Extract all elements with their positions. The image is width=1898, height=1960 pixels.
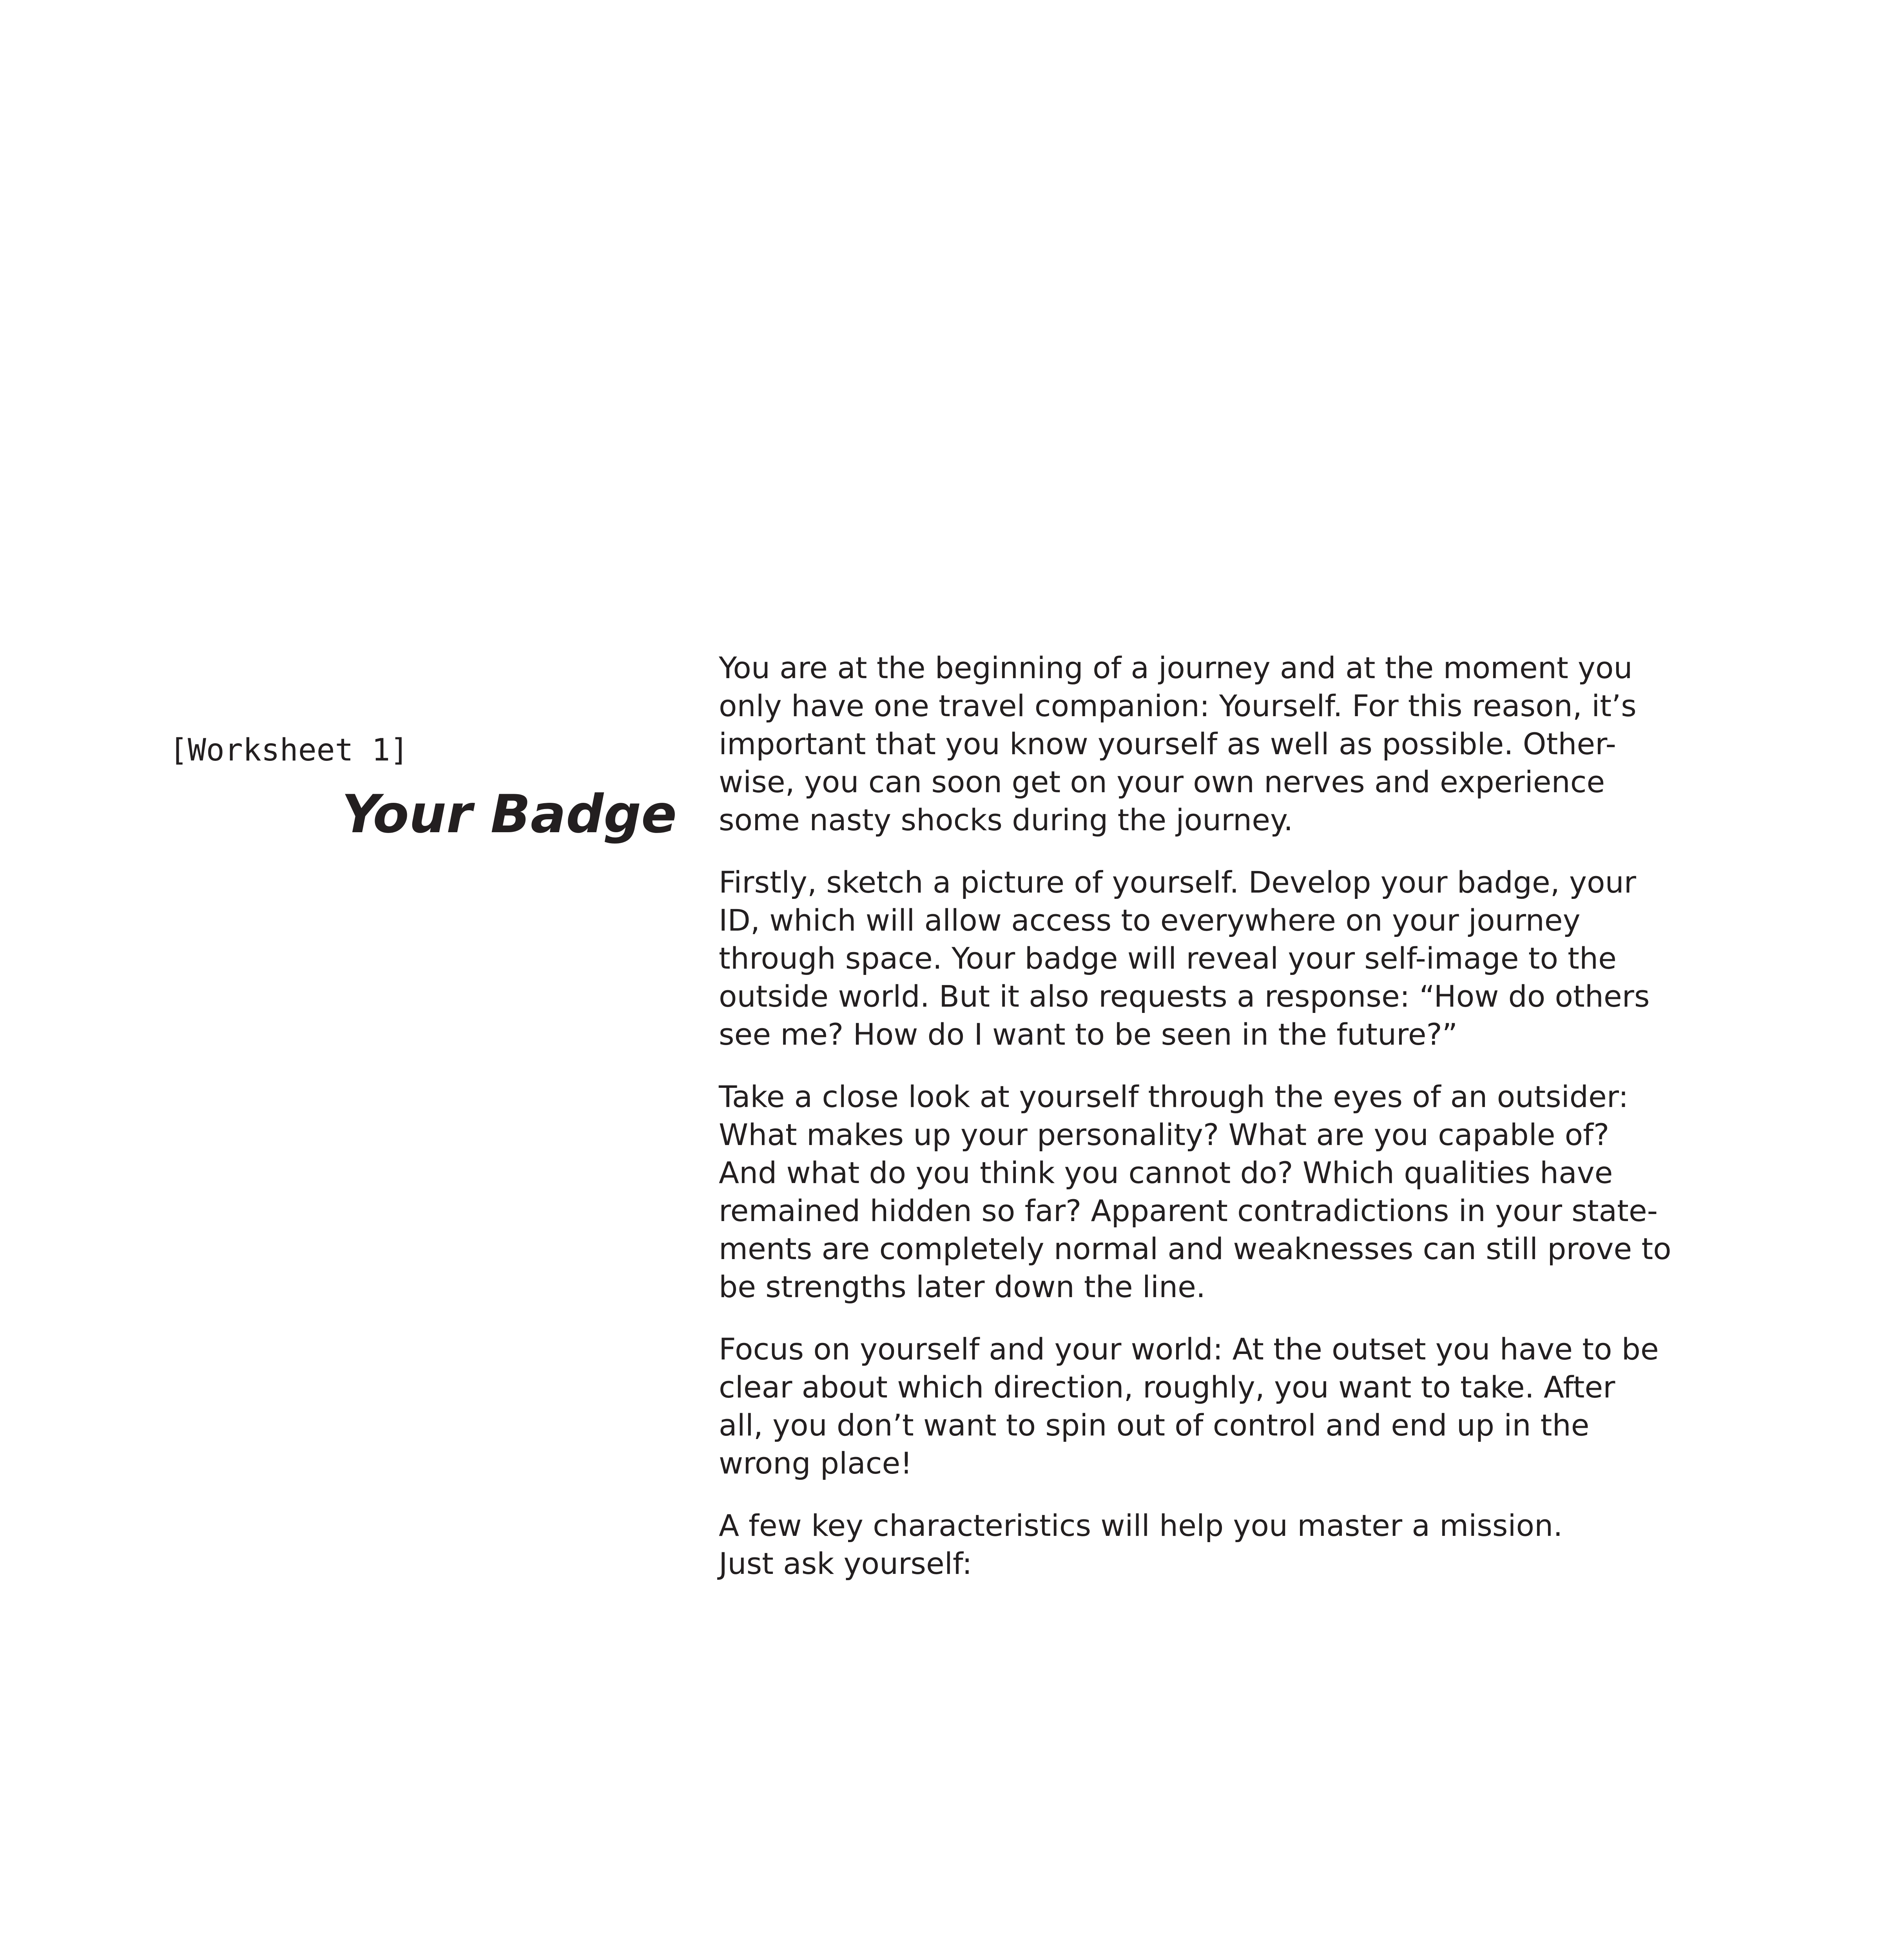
text-line: wise, you can soon get on your own nerves and experience <box>719 764 1605 799</box>
text-line: clear about which direction, roughly, you want to take. After <box>719 1370 1615 1405</box>
text-line: You are at the beginning of a journey and at the moment you <box>719 650 1633 685</box>
paragraph-characteristics <box>719 1506 1628 1583</box>
text-line: Focus on yourself and your world: At the outset you have to be <box>719 1332 1659 1367</box>
paragraph-outsider <box>719 1078 1671 1306</box>
text-line: Just ask yourself: <box>719 1546 972 1581</box>
text-line: What makes up your personality? What are you capable of? <box>719 1117 1610 1152</box>
text-line: ID, which will allow access to everywhere on your journey <box>719 903 1581 938</box>
text-line: see me? How do I want to be seen in the future?” <box>719 1017 1458 1052</box>
paragraph-sketch <box>719 863 1650 1053</box>
text-line: A few key characteristics will help you master a mission. <box>719 1508 1563 1543</box>
page-title: Your Badge <box>341 784 677 845</box>
text-line: only have one travel companion: Yourself. For this reason, it’s <box>719 688 1637 723</box>
text-line: ments are completely normal and weaknesses can still prove to <box>719 1231 1671 1266</box>
text-line: some nasty shocks during the journey. <box>719 802 1293 837</box>
body-text <box>719 649 1671 1607</box>
worksheet-label: [Worksheet 1] <box>169 733 409 768</box>
paragraph-focus <box>719 1330 1659 1482</box>
text-line: Firstly, sketch a picture of yourself. Develop your badge, your <box>719 865 1636 900</box>
text-line: be strengths later down the line. <box>719 1269 1206 1304</box>
text-line: remained hidden so far? Apparent contradictions in your state- <box>719 1193 1658 1228</box>
text-line: And what do you think you cannot do? Which qualities have <box>719 1155 1613 1190</box>
text-line: Take a close look at yourself through the eyes of an outsider: <box>719 1079 1629 1114</box>
text-line: outside world. But it also requests a response: “How do others <box>719 979 1650 1014</box>
text-line: wrong place! <box>719 1446 912 1481</box>
text-line: through space. Your badge will reveal your self-image to the <box>719 941 1617 976</box>
text-line: all, you don’t want to spin out of control and end up in the <box>719 1408 1590 1443</box>
paragraph-intro <box>719 649 1637 839</box>
text-line: important that you know yourself as well as possible. Other- <box>719 726 1616 761</box>
